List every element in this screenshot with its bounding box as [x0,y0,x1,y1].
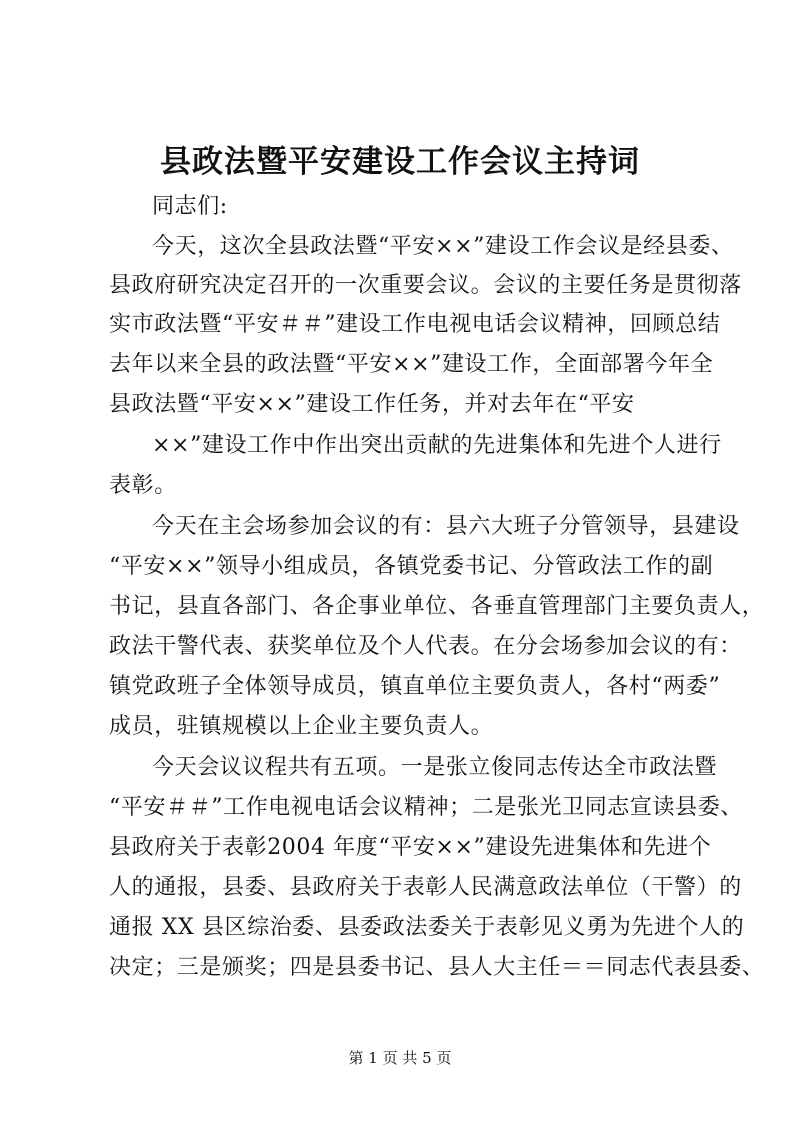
paragraph-line: 今天，这次全县政法暨“平安××”建设工作会议是经县委、 [152,234,734,259]
page-number: 第 1 页 共 5 页 [348,1049,452,1067]
paragraph-line: 书记，县直各部门、各企事业单位、各垂直管理部门主要负责人， [109,594,765,619]
paragraph-line: 今天会议议程共有五项。一是张立俊同志传达全市政法暨 [152,755,718,780]
paragraph-line: 人的通报，县委、县政府关于表彰人民满意政法单位（干警）的 [109,875,742,900]
document-title: 县政法暨平安建设工作会议主持词 [160,144,640,180]
paragraph-line: ××”建设工作中作出突出贡献的先进集体和先进个人进行 [152,433,722,458]
paragraph-line: 去年以来全县的政法暨“平安××”建设工作，全面部署今年全 [109,352,714,377]
paragraph-line: 镇党政班子全体领导成员，镇直单位主要负责人，各村“两委” [109,674,721,699]
paragraph-line: 成员，驻镇规模以上企业主要负责人。 [109,714,494,739]
paragraph-line: 决定；三是颁奖；四是县委书记、县人大主任＝＝同志代表县委、 [109,955,765,980]
paragraph-line: 表彰。 [109,473,177,498]
paragraph-line: 今天在主会场参加会议的有：县六大班子分管领导，县建设 [152,514,740,539]
paragraph-line: 政法干警代表、获奖单位及个人代表。在分会场参加会议的有： [109,634,742,659]
paragraph-line: 通报 XX 县区综治委、县委政法委关于表彰见义勇为先进个人的 [109,915,745,940]
paragraph-line: 县政法暨“平安××”建设工作任务，并对去年在“平安 [109,392,635,417]
paragraph-line: 县政府关于表彰2004 年度“平安××”建设先进集体和先进个 [109,835,712,860]
paragraph-line: “平安＃＃”工作电视电话会议精神；二是张光卫同志宣读县委、 [109,795,743,820]
paragraph-line: “平安××”领导小组成员，各镇党委书记、分管政法工作的副 [109,554,714,579]
paragraph-line: 县政府研究决定召开的一次重要会议。会议的主要任务是贯彻落 [109,273,742,298]
salutation: 同志们: [152,194,228,219]
paragraph-line: 实市政法暨“平安＃＃”建设工作电视电话会议精神，回顾总结 [109,312,721,337]
